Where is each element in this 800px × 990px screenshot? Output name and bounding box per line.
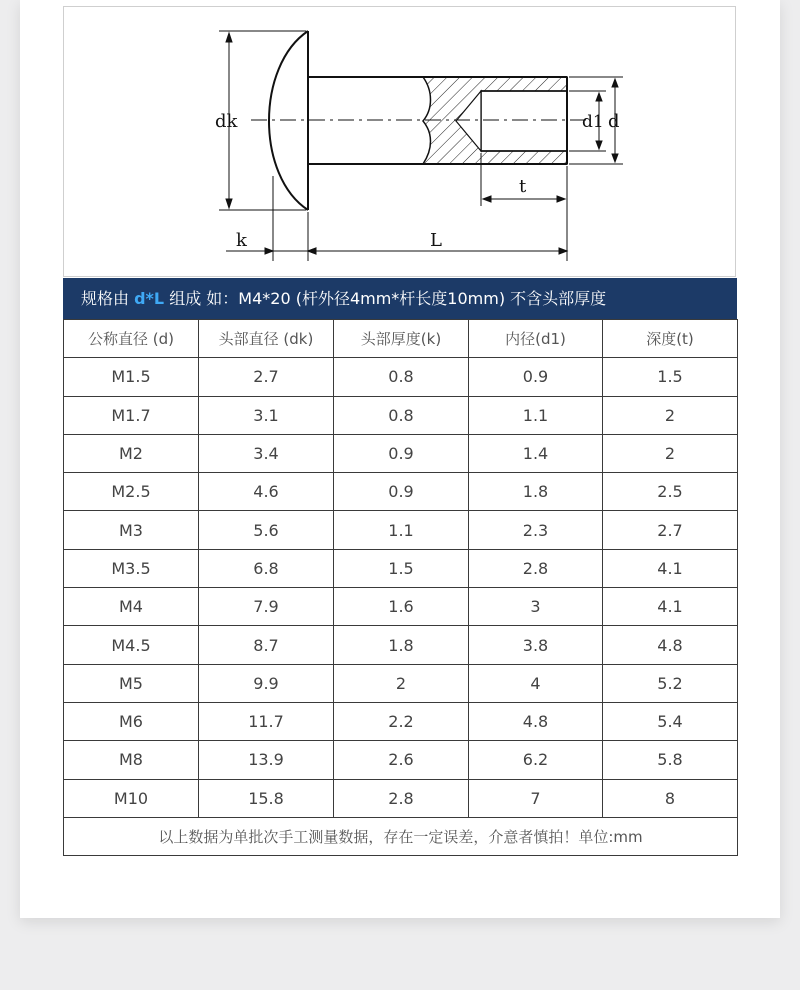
table-cell: 4.8 [469, 702, 603, 740]
table-cell: M4 [64, 588, 199, 626]
table-cell: 1.5 [603, 358, 738, 396]
table-cell: 0.9 [469, 358, 603, 396]
column-header: 头部厚度(k) [334, 320, 469, 358]
column-header: 公称直径 (d) [64, 320, 199, 358]
table-row [64, 511, 738, 549]
table-row [64, 434, 738, 472]
table-cell: 0.8 [334, 358, 469, 396]
table-cell: 0.9 [334, 473, 469, 511]
table-cell: 11.7 [199, 702, 334, 740]
table-note-row [64, 817, 738, 855]
column-header: 内径(d1) [469, 320, 603, 358]
table-cell: 7.9 [199, 588, 334, 626]
table-cell: M1.5 [64, 358, 199, 396]
table-row [64, 779, 738, 817]
table-cell: 2 [334, 664, 469, 702]
l-label: L [430, 230, 442, 251]
table-cell: 9.9 [199, 664, 334, 702]
table-cell: M1.7 [64, 396, 199, 434]
table-cell: 1.5 [334, 549, 469, 587]
table-cell: M8 [64, 741, 199, 779]
banner-accent: d*L [134, 289, 165, 308]
table-cell: 0.8 [334, 396, 469, 434]
spec-table [63, 319, 738, 856]
column-header: 头部直径 (dk) [199, 320, 334, 358]
table-row [64, 702, 738, 740]
table-cell: 1.6 [334, 588, 469, 626]
table-cell: 3 [469, 588, 603, 626]
table-cell: 1.1 [469, 396, 603, 434]
table-cell: 4 [469, 664, 603, 702]
table-cell: 2.6 [334, 741, 469, 779]
table-cell: M4.5 [64, 626, 199, 664]
table-cell: 5.2 [603, 664, 738, 702]
table-header-row [64, 320, 738, 358]
table-cell: 2 [603, 434, 738, 472]
measurement-note: 以上数据为单批次手工测量数据，存在一定误差，介意者慎拍！单位:mm [64, 817, 738, 855]
table-row [64, 396, 738, 434]
table-cell: 0.9 [334, 434, 469, 472]
table-cell: 3.8 [469, 626, 603, 664]
table-row [64, 741, 738, 779]
table-cell: M2 [64, 434, 199, 472]
table-cell: M6 [64, 702, 199, 740]
d1-label: d1 [582, 112, 604, 132]
table-cell: 6.2 [469, 741, 603, 779]
dk-label: dk [215, 111, 238, 132]
table-cell: 2.8 [334, 779, 469, 817]
k-label: k [236, 230, 247, 251]
table-cell: 3.1 [199, 396, 334, 434]
table-cell: 2.3 [469, 511, 603, 549]
table-cell: 5.8 [603, 741, 738, 779]
table-cell: 1.1 [334, 511, 469, 549]
rivet-technical-drawing [63, 6, 736, 277]
table-cell: 1.8 [334, 626, 469, 664]
table-row [64, 664, 738, 702]
table-cell: 5.4 [603, 702, 738, 740]
table-cell: 4.8 [603, 626, 738, 664]
table-cell: 13.9 [199, 741, 334, 779]
table-cell: 2.7 [603, 511, 738, 549]
table-cell: 3.4 [199, 434, 334, 472]
table-cell: 1.4 [469, 434, 603, 472]
table-cell: 8 [603, 779, 738, 817]
table-cell: 1.8 [469, 473, 603, 511]
table-cell: M2.5 [64, 473, 199, 511]
d-label: d [608, 111, 620, 132]
table-cell: 4.1 [603, 588, 738, 626]
table-cell: 4.1 [603, 549, 738, 587]
table-cell: M3 [64, 511, 199, 549]
spec-banner [63, 278, 737, 319]
banner-suffix: 组成 如：M4*20 (杆外径4mm*杆长度10mm) 不含头部厚度 [164, 289, 607, 308]
table-cell: 4.6 [199, 473, 334, 511]
t-label: t [519, 176, 527, 197]
table-cell: 2.2 [334, 702, 469, 740]
table-cell: 7 [469, 779, 603, 817]
column-header: 深度(t) [603, 320, 738, 358]
table-cell: 15.8 [199, 779, 334, 817]
table-cell: 6.8 [199, 549, 334, 587]
table-row [64, 588, 738, 626]
table-row [64, 626, 738, 664]
table-cell: 2.8 [469, 549, 603, 587]
table-cell: 2.5 [603, 473, 738, 511]
table-cell: 2.7 [199, 358, 334, 396]
table-cell: M3.5 [64, 549, 199, 587]
table-row [64, 549, 738, 587]
table-cell: M10 [64, 779, 199, 817]
table-cell: M5 [64, 664, 199, 702]
banner-prefix: 规格由 [81, 289, 135, 308]
table-row [64, 358, 738, 396]
table-cell: 5.6 [199, 511, 334, 549]
table-cell: 8.7 [199, 626, 334, 664]
table-cell: 2 [603, 396, 738, 434]
table-row [64, 473, 738, 511]
